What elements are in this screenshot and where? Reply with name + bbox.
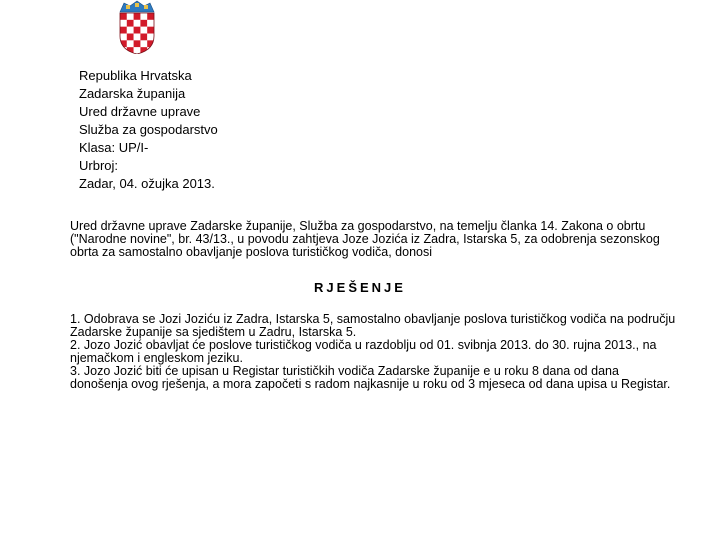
issuer-line-date: Zadar, 04. ožujka 2013. <box>79 176 215 191</box>
crown-icon <box>120 1 154 12</box>
issuer-block <box>79 67 218 193</box>
issuer-line-class: Klasa: UP/I- <box>79 140 149 155</box>
issuer-line-country: Republika Hrvatska <box>79 68 192 83</box>
intro-paragraph: Ured državne uprave Zadarske županije, Služba za gospodarstvo, na temelju članka 14. Zakona o obrtu ("Narodne novine", br. 43/13., u povodu zahtjeva Joze Jozića iz Zadra, Istarska 5, za odobrenja sezonskog obrta za samostalno obavljanje poslova turističkog vodiča, donosi <box>70 219 660 259</box>
coat-of-arms-icon <box>118 0 156 54</box>
issuer-line-office: Ured državne uprave <box>79 104 201 119</box>
issuer-line-county: Zadarska županija <box>79 86 186 101</box>
decision-item-2: 2. Jozo Jozić obavljat će poslove turističkog vodiča u razdoblju od 01. svibnja 2013. do 30. rujna 2013., na njemačkom i engleskom jeziku. <box>70 338 657 365</box>
document-title: RJEŠENJE <box>314 280 406 295</box>
decision-item-1: 1. Odobrava se Jozi Joziću iz Zadra, Istarska 5, samostalno obavljanje poslova turističkog vodiča na području Zadarske županije sa sjedištem u Zadru, Istarska 5. <box>70 312 676 339</box>
issuer-line-reference: Urbroj: <box>79 158 119 173</box>
decision-items <box>70 313 680 391</box>
issuer-line-service: Služba za gospodarstvo <box>79 122 218 137</box>
decision-item-3: 3. Jozo Jozić biti će upisan u Registar turističkih vodiča Zadarske županije e u roku 8 dana od dana donošenja ovog rješenja, a mora započeti s radom najkasnije u roku od 3 mjeseca od dana upisa u Registar. <box>70 364 671 391</box>
